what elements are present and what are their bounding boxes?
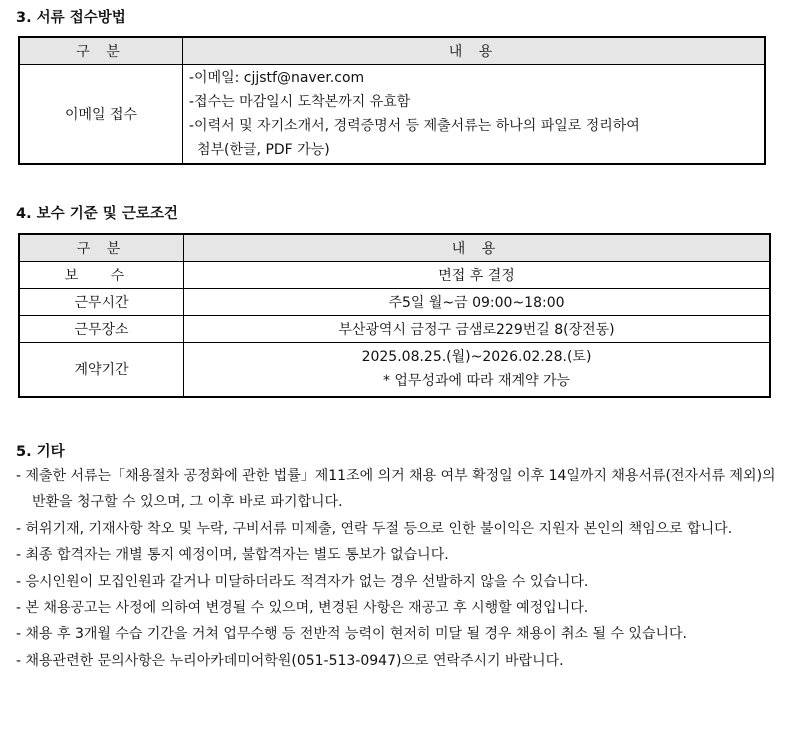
section-4-title: 4. 보수 기준 및 근로조건 [16,206,178,222]
header-category: 구 분 [19,234,184,261]
header-content: 내 용 [184,234,771,261]
salary-value: 면접 후 결정 [184,261,771,288]
header-content: 내 용 [183,37,766,64]
header-category: 구 분 [19,37,183,64]
hours-value: 주5일 월~금 09:00~18:00 [184,288,771,315]
note-item: - 응시인원이 모집인원과 같거나 미달하더라도 적격자가 없는 경우 선발하지 않을 수 있습니다. [16,573,589,590]
row-label-period: 계약기간 [19,342,184,397]
row-label-email: 이메일 접수 [19,64,183,164]
note-item: - 본 채용공고는 사정에 의하여 변경될 수 있으며, 변경된 사항은 재공고 후 시행할 예정입니다. [16,600,589,617]
note-item: - 허위기재, 기재사항 착오 및 누락, 구비서류 미제출, 연락 두절 등으로 인한 불이익은 지원자 본인의 책임으로 합니다. [16,520,733,537]
location-value: 부산광역시 금정구 금샘로229번길 8(장전동) [184,315,771,342]
email-line: -이메일: cjjstf@naver.com [189,69,365,86]
documents-line: -이력서 및 자기소개서, 경력증명서 등 제출서류는 하나의 파일로 정리하여 [189,117,640,134]
notes-list [16,463,781,674]
note-item: - 최종 합격자는 개별 통지 예정이며, 불합격자는 별도 통보가 없습니다. [16,547,449,564]
row-label-salary: 보 수 [19,261,184,288]
submission-table [18,36,766,165]
period-note: * 업무성과에 따라 재계약 가능 [382,373,571,390]
note-item: - 채용 후 3개월 수습 기간을 거쳐 업무수행 등 전반적 능력이 현저히 미달 될 경우 채용이 취소 될 수 있습니다. [16,626,687,643]
documents-line-cont: 첨부(한글, PDF 가능) [197,141,330,158]
conditions-table [18,233,771,398]
row-label-hours: 근무시간 [19,288,184,315]
deadline-line: -접수는 마감일시 도착본까지 유효함 [189,93,411,110]
period-value: 2025.08.25.(월)~2026.02.28.(토) [361,349,592,366]
note-item: - 채용관련한 문의사항은 누리아카데미어학원(051-513-0947)으로 연락주시기 바랍니다. [16,652,564,669]
note-item: - 제출한 서류는「채용절차 공정화에 관한 법률」제11조에 의거 채용 여부 확정일 이후 14일까지 채용서류(전자서류 제외)의 반환을 청구할 수 있으며, 그 이후 바로 파기합니다. [16,468,776,511]
section-3-title: 3. 서류 접수방법 [16,10,126,26]
row-label-location: 근무장소 [19,315,184,342]
section-5-title: 5. 기타 [16,444,65,460]
